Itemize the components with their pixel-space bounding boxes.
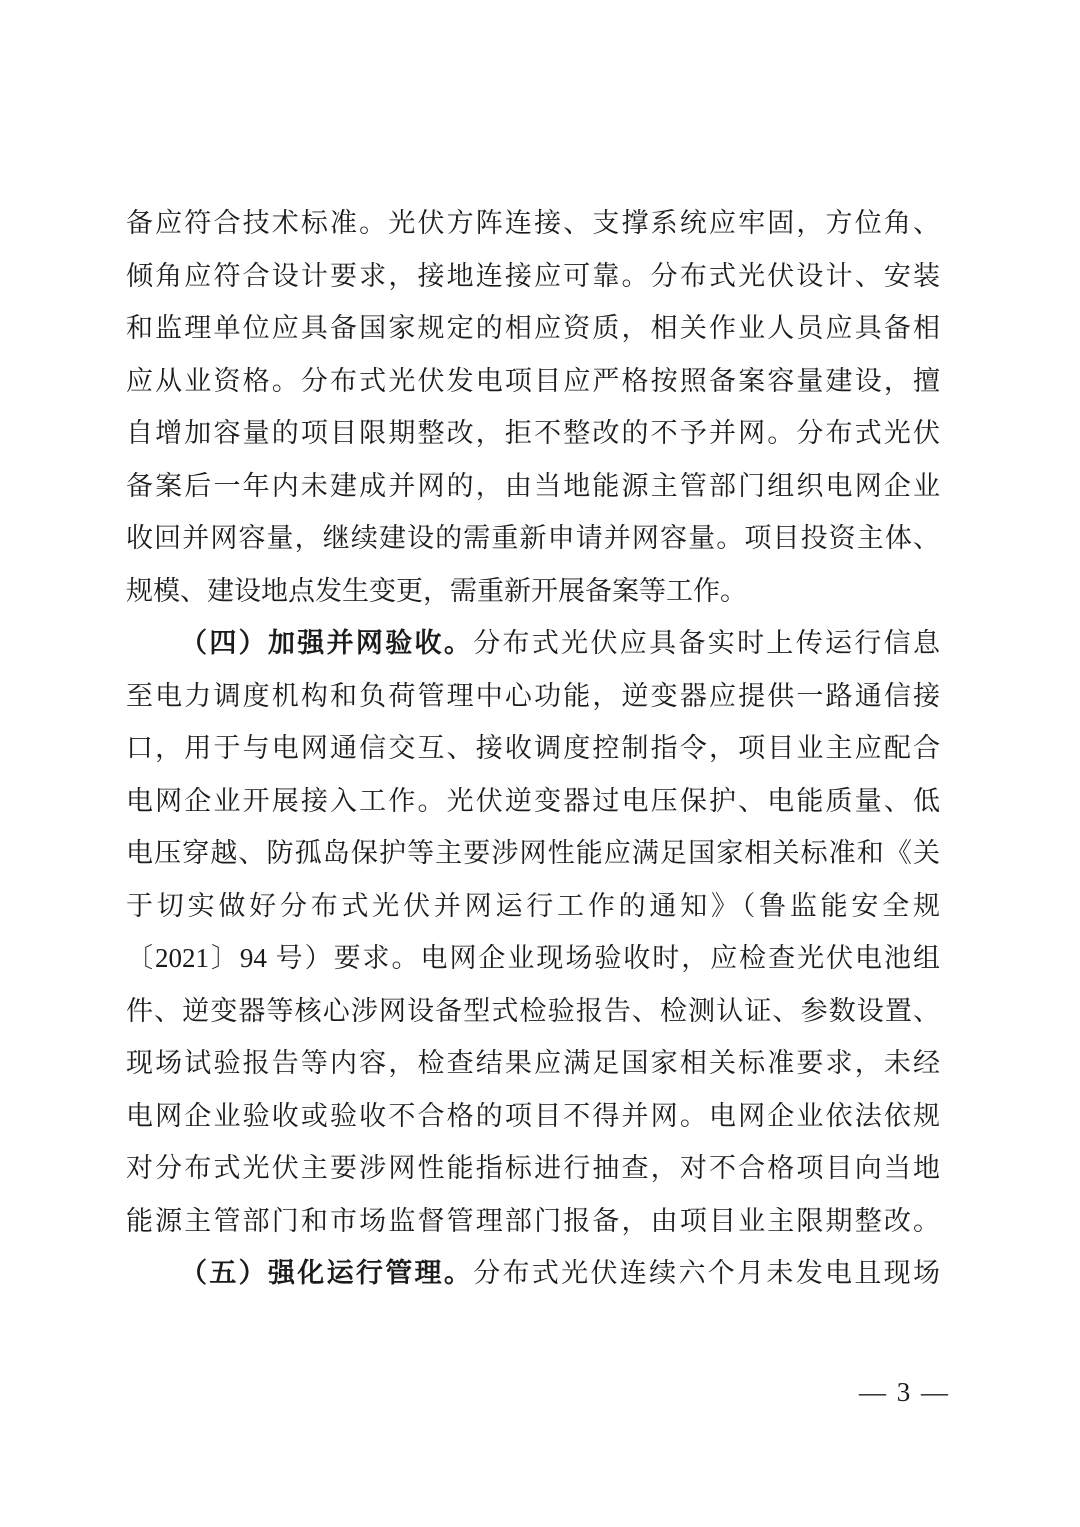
text-line: 应从业资格。分布式光伏发电项目应严格按照备案容量建设，擅 <box>126 365 940 396</box>
text-line: 自增加容量的项目限期整改，拒不整改的不予并网。分布式光伏 <box>126 418 940 448</box>
text-line: 能源主管部门和市场监督管理部门报备，由项目业主限期整改。 <box>126 1205 940 1236</box>
text-line: 电压穿越、防孤岛保护等主要涉网性能应满足国家相关标准和《关 <box>126 838 940 868</box>
text-line: （四）加强并网验收。分布式光伏应具备实时上传运行信息 <box>180 628 940 658</box>
text-line: 规模、建设地点发生变更，需重新开展备案等工作。 <box>126 575 747 606</box>
text-line: 备应符合技术标准。光伏方阵连接、支撑系统应牢固，方位角、 <box>126 208 940 238</box>
text-line: 现场试验报告等内容，检查结果应满足国家相关标准要求，未经 <box>126 1048 940 1078</box>
text-line: 电网企业开展接入工作。光伏逆变器过电压保护、电能质量、低 <box>126 785 940 816</box>
text-line: 口，用于与电网通信交互、接收调度控制指令，项目业主应配合 <box>126 733 940 763</box>
text-line: 倾角应符合设计要求，接地连接应可靠。分布式光伏设计、安装 <box>126 260 940 291</box>
text-line: 和监理单位应具备国家规定的相应资质，相关作业人员应具备相 <box>126 313 940 343</box>
section-heading: （四）加强并网验收。 <box>180 628 474 658</box>
section-heading: （五）强化运行管理。 <box>180 1258 474 1288</box>
text-line: 备案后一年内未建成并网的，由当地能源主管部门组织电网企业 <box>126 470 940 501</box>
text-line: （五）强化运行管理。分布式光伏连续六个月未发电且现场 <box>180 1258 940 1288</box>
text-line: 至电力调度机构和负荷管理中心功能，逆变器应提供一路通信接 <box>126 680 940 711</box>
text-line: 于切实做好分布式光伏并网运行工作的通知》（鲁监能安全规 <box>126 890 940 921</box>
document-text-body <box>126 197 940 1300</box>
text-line: 〔2021〕94 号）要求。电网企业现场验收时，应检查光伏电池组 <box>126 943 940 973</box>
page-number: — 3 — <box>859 1377 950 1407</box>
text-line: 件、逆变器等核心涉网设备型式检验报告、检测认证、参数设置、 <box>126 995 940 1026</box>
text-line: 电网企业验收或验收不合格的项目不得并网。电网企业依法依规 <box>126 1100 940 1131</box>
text-line: 对分布式光伏主要涉网性能指标进行抽查，对不合格项目向当地 <box>126 1153 940 1183</box>
text-line: 收回并网容量，继续建设的需重新申请并网容量。项目投资主体、 <box>126 523 940 553</box>
